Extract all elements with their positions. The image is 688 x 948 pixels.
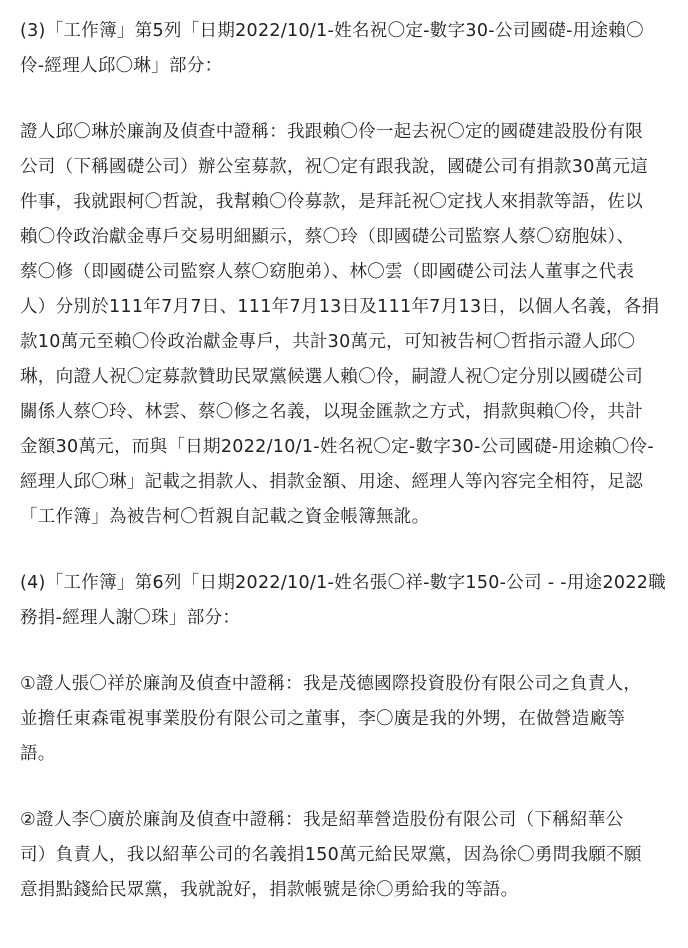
text-line: 語。 <box>20 744 56 764</box>
text-line: 務捐-經理人謝〇珠」部分： <box>20 608 241 628</box>
text-line: 蔡〇修（即國礎公司監察人蔡〇窈胞弟）、林〇雲（即國礎公司法人董事之代表 <box>20 262 635 282</box>
text-line: (4)「工作簿」第6列「日期2022/10/1-姓名張〇祥-數字150-公司 - -用途2022職 <box>20 573 666 593</box>
text-line: ②證人李〇廣於廉詢及偵查中證稱：我是紹華營造股份有限公司（下稱紹華公 <box>20 810 624 830</box>
paragraph-gap <box>20 535 680 566</box>
text-line: 意捐點錢給民眾黨，我就說好，捐款帳號是徐〇勇給我的等語。 <box>20 880 519 900</box>
section-4-heading <box>20 566 680 636</box>
text-line: 司）負責人，我以紹華公司的名義捐150萬元給民眾黨，因為徐〇勇問我願不願 <box>20 845 642 865</box>
section-4-item-1 <box>20 667 680 772</box>
text-line: 證人邱〇琳於廉詢及偵查中證稱：我跟賴〇伶一起去祝〇定的國礎建設股份有限 <box>20 122 643 142</box>
text-line: 件事，我就跟柯〇哲說，我幫賴〇伶募款，是拜託祝〇定找人來捐款等語，佐以 <box>20 192 643 212</box>
text-line: (3)「工作簿」第5列「日期2022/10/1-姓名祝〇定-數字30-公司國礎-用途賴〇 <box>20 21 644 41</box>
text-line: 賴〇伶政治獻金專戶交易明細顯示，蔡〇玲（即國礎公司監察人蔡〇窈胞妹）、 <box>20 227 635 247</box>
text-line: ①證人張〇祥於廉詢及偵查中證稱：我是茂德國際投資股份有限公司之負責人， <box>20 674 642 694</box>
text-line: 人）分別於111年7月7日、111年7月13日及111年7月13日，以個人名義，各捐 <box>20 297 660 317</box>
text-line: 關係人蔡〇玲、林雲、蔡〇修之名義，以現金匯款之方式，捐款與賴〇伶，共計 <box>20 402 643 422</box>
text-line: 經理人邱〇琳」記載之捐款人、捐款金額、用途、經理人等內容完全相符，足認 <box>20 472 643 492</box>
section-3-body <box>20 115 680 535</box>
text-line: 公司（下稱國礎公司）辦公室募款，祝〇定有跟我說，國礎公司有捐款30萬元這 <box>20 157 649 177</box>
section-4-item-2 <box>20 803 680 908</box>
text-line: 金額30萬元，而與「日期2022/10/1-姓名祝〇定-數字30-公司國礎-用途賴〇伶- <box>20 437 655 457</box>
paragraph-gap <box>20 636 680 667</box>
text-line: 並擔任東森電視事業股份有限公司之董事，李〇廣是我的外甥，在做營造廠等 <box>20 709 626 729</box>
section-3-heading <box>20 14 680 84</box>
text-line: 「工作簿」為被告柯〇哲親自記載之資金帳簿無訛。 <box>20 507 430 527</box>
paragraph-gap <box>20 772 680 803</box>
text-line: 款10萬元至賴〇伶政治獻金專戶，共計30萬元，可知被告柯〇哲指示證人邱〇 <box>20 332 636 352</box>
text-line: 琳，向證人祝〇定募款贊助民眾黨候選人賴〇伶，嗣證人祝〇定分別以國礎公司 <box>20 367 643 387</box>
text-line: 伶-經理人邱〇琳」部分： <box>20 56 223 76</box>
paragraph-gap <box>20 84 680 115</box>
